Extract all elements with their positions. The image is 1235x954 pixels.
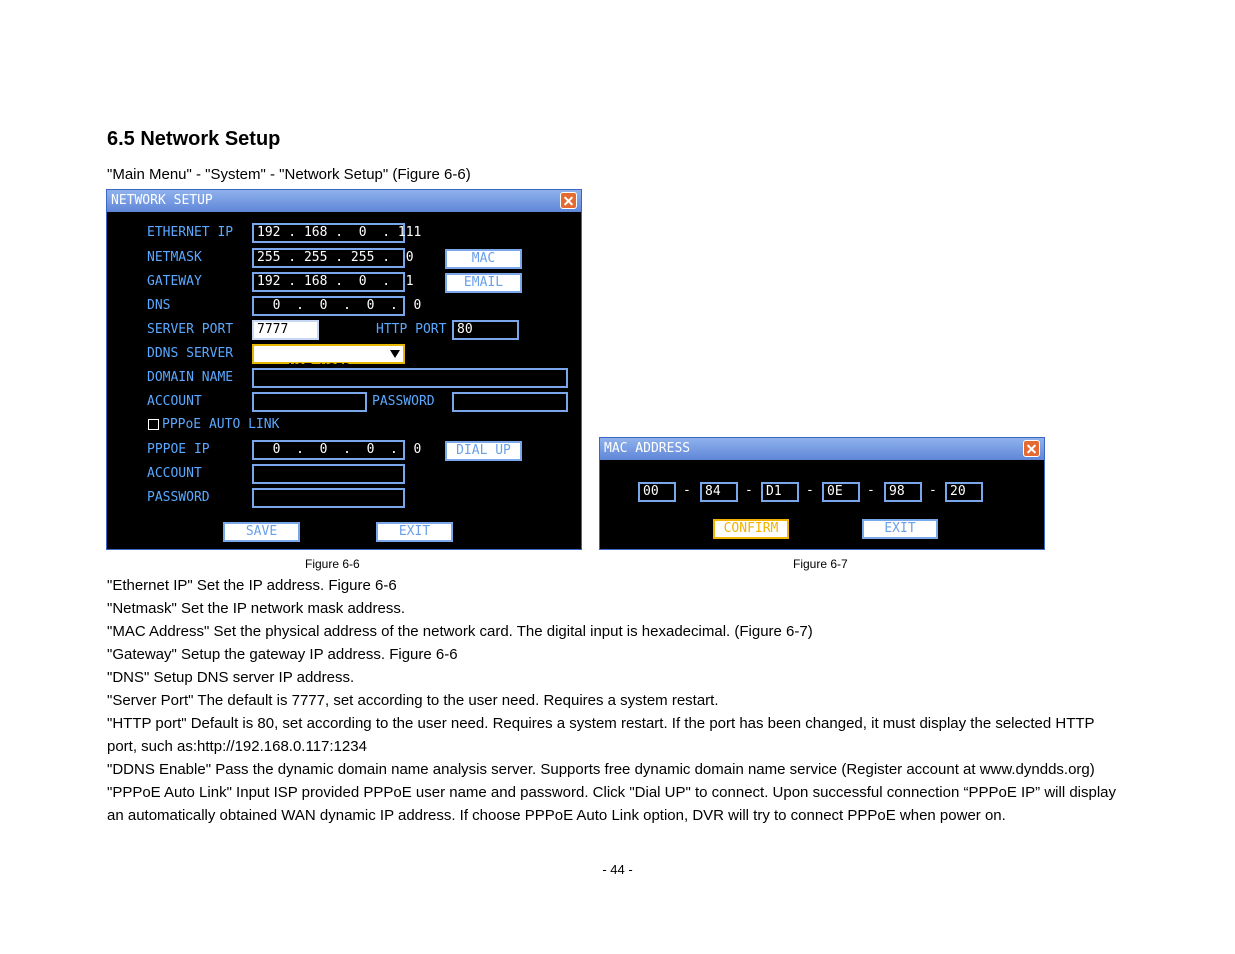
mac-address-title: MAC ADDRESS <box>604 441 691 456</box>
figure-caption-6-6: Figure 6-6 <box>305 557 360 571</box>
ethernet-ip-label: ETHERNET IP <box>147 225 234 240</box>
close-icon[interactable] <box>560 192 577 209</box>
page-number: - 44 - <box>602 862 633 877</box>
domain-name-field[interactable] <box>252 368 568 388</box>
paragraph: "Netmask" Set the IP network mask address. <box>107 600 405 617</box>
pppoe-password-label: PASSWORD <box>147 490 210 505</box>
chevron-down-icon[interactable] <box>387 346 403 362</box>
exit-button[interactable]: EXIT <box>862 519 938 539</box>
pppoe-account-label: ACCOUNT <box>147 466 202 481</box>
pppoe-auto-link-label: PPPoE AUTO LINK <box>162 417 280 432</box>
pppoe-auto-link-checkbox[interactable] <box>148 419 159 430</box>
gateway-label: GATEWAY <box>147 274 202 289</box>
paragraph: "DNS" Setup DNS server IP address. <box>107 669 355 686</box>
http-port-field[interactable]: 80 <box>452 320 519 340</box>
paragraph: "HTTP port" Default is 80, set according to the user need. Requires a system restart. If the port has been changed, it must display the selected HTTP port, such as:http://192.168.0.117:1234 <box>107 715 1095 755</box>
pppoe-ip-label: PPPOE IP <box>147 442 210 457</box>
pppoe-account-field[interactable] <box>252 464 405 484</box>
description-text <box>107 574 1122 827</box>
ddns-server-label: DDNS SERVER <box>147 346 234 361</box>
password-label: PASSWORD <box>372 394 435 409</box>
netmask-field[interactable]: 255 . 255 . 255 . 0 <box>252 248 405 268</box>
account-label: ACCOUNT <box>147 394 202 409</box>
mac-octet-1[interactable]: 00 <box>638 482 676 502</box>
paragraph: "Gateway" Setup the gateway IP address. Figure 6-6 <box>107 646 458 663</box>
email-button[interactable]: EMAIL <box>445 273 522 293</box>
domain-name-label: DOMAIN NAME <box>147 370 234 385</box>
confirm-button[interactable]: CONFIRM <box>713 519 789 539</box>
paragraph: "DDNS Enable" Pass the dynamic domain name analysis server. Supports free dynamic domain name service (Register account at www.dyndds.org) <box>107 761 1095 778</box>
mac-separator: - <box>683 483 691 498</box>
mac-octet-5[interactable]: 98 <box>884 482 922 502</box>
section-heading: 6.5 Network Setup <box>107 128 281 150</box>
paragraph: "MAC Address" Set the physical address of the network card. The digital input is hexadecimal. (Figure 6-7) <box>107 623 813 640</box>
pppoe-ip-field[interactable]: 0 . 0 . 0 . 0 <box>252 440 405 460</box>
ddns-server-select[interactable] <box>252 344 405 364</box>
mac-separator: - <box>806 483 814 498</box>
save-button[interactable]: SAVE <box>223 522 300 542</box>
account-field[interactable] <box>252 392 367 412</box>
mac-octet-4[interactable]: 0E <box>822 482 860 502</box>
dial-up-button[interactable]: DIAL UP <box>445 441 522 461</box>
password-field[interactable] <box>452 392 568 412</box>
mac-separator: - <box>745 483 753 498</box>
server-port-field[interactable]: 7777 <box>252 320 319 340</box>
mac-octet-6[interactable]: 20 <box>945 482 983 502</box>
mac-button[interactable]: MAC <box>445 249 522 269</box>
mac-address-titlebar <box>600 438 1044 460</box>
paragraph: "PPPoE Auto Link" Input ISP provided PPPoE user name and password. Click "Dial UP" to connect. Upon successful connection “PPPoE IP” will display an automatically obtained WAN dynamic IP address. If choose PPPoE Auto Link option, DVR will try to connect PPPoE when power on. <box>107 784 1117 824</box>
network-setup-screen <box>106 189 582 550</box>
http-port-label: HTTP PORT <box>376 322 447 337</box>
dns-label: DNS <box>147 298 171 313</box>
network-setup-titlebar <box>107 190 581 212</box>
menu-path-text: "Main Menu" - "System" - "Network Setup" (Figure 6-6) <box>107 166 471 183</box>
figure-caption-6-7: Figure 6-7 <box>793 557 848 571</box>
network-setup-title: NETWORK SETUP <box>111 193 213 208</box>
netmask-label: NETMASK <box>147 250 202 265</box>
dns-field[interactable]: 0 . 0 . 0 . 0 <box>252 296 405 316</box>
gateway-field[interactable]: 192 . 168 . 0 . 1 <box>252 272 405 292</box>
mac-octet-3[interactable]: D1 <box>761 482 799 502</box>
paragraph: "Ethernet IP" Set the IP address. Figure 6-6 <box>107 577 397 594</box>
mac-octet-2[interactable]: 84 <box>700 482 738 502</box>
mac-address-screen <box>599 437 1045 550</box>
exit-button[interactable]: EXIT <box>376 522 453 542</box>
mac-separator: - <box>867 483 875 498</box>
pppoe-password-field[interactable] <box>252 488 405 508</box>
close-icon[interactable] <box>1023 440 1040 457</box>
ethernet-ip-field[interactable]: 192 . 168 . 0 . 111 <box>252 223 405 243</box>
paragraph: "Server Port" The default is 7777, set according to the user need. Requires a system restart. <box>107 692 719 709</box>
mac-separator: - <box>929 483 937 498</box>
server-port-label: SERVER PORT <box>147 322 234 337</box>
